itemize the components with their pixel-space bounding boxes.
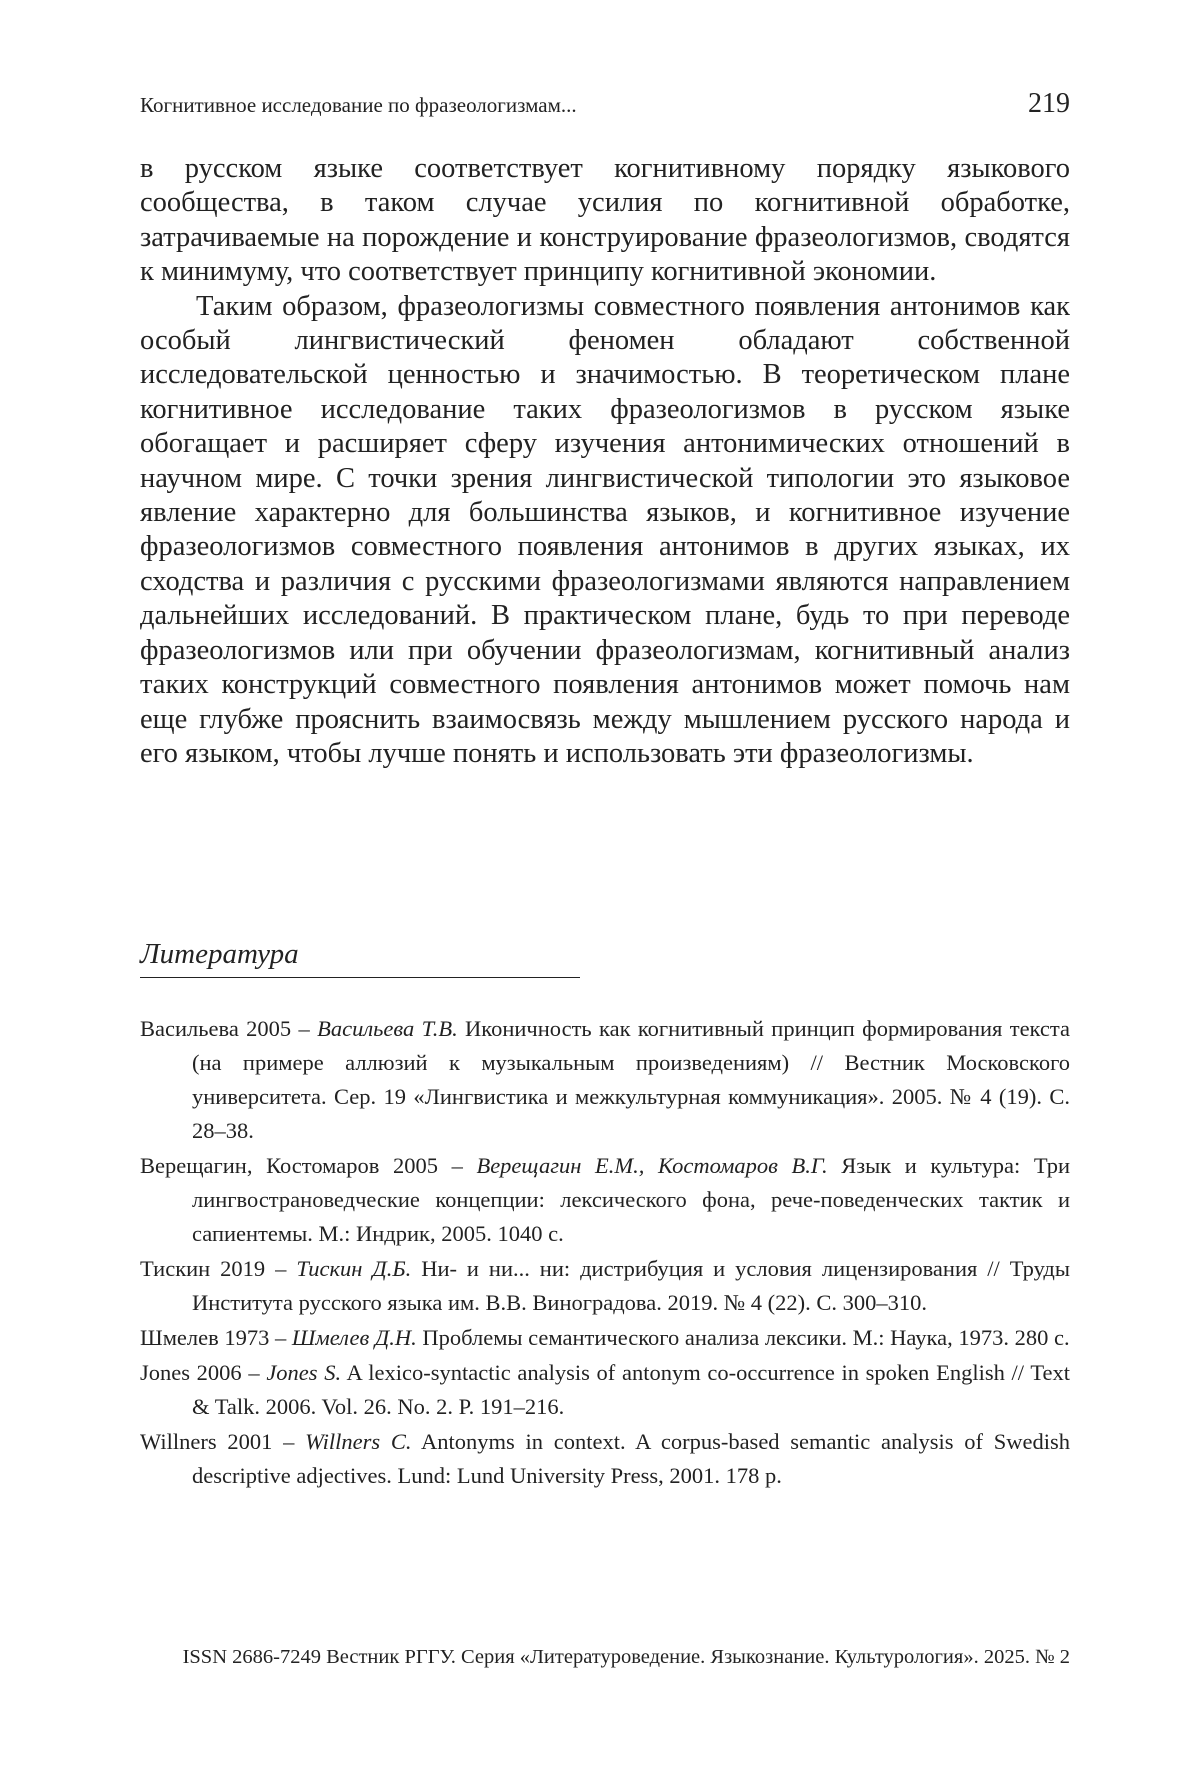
page-number: 219 bbox=[1028, 88, 1070, 119]
reference-text: Язык и культура: Три лингвострановедческие концепции: лексического фона, рече-поведенческих тактик и сапиентемы. М.: Индрик, 2005. 1040 с. bbox=[192, 1153, 1070, 1246]
reference-text: A lexico-syntactic analysis of antonym co-occurrence in spoken English // Text & Talk. 2006. Vol. 26. No. 2. P. 191–216. bbox=[192, 1360, 1070, 1419]
reference-key: Jones 2006 – bbox=[140, 1360, 267, 1385]
reference-item bbox=[140, 1012, 1070, 1148]
reference-text: Antonyms in context. A corpus-based semantic analysis of Swedish descriptive adjectives. Lund: Lund University Press, 2001. 178 p. bbox=[192, 1429, 1071, 1488]
page-footer: ISSN 2686-7249 Вестник РГГУ. Серия «Литературоведение. Языкознание. Культурология». 2025. № 2 bbox=[182, 1646, 1070, 1668]
reference-key: Willners 2001 – bbox=[140, 1429, 306, 1454]
reference-authors: Васильева Т.В. bbox=[317, 1016, 458, 1041]
reference-item bbox=[140, 1321, 1070, 1355]
reference-key: Тискин 2019 – bbox=[140, 1256, 297, 1281]
references-heading: Литература bbox=[140, 938, 580, 978]
reference-item bbox=[140, 1149, 1070, 1251]
reference-key: Верещагин, Костомаров 2005 – bbox=[140, 1153, 477, 1178]
reference-text: Ни- и ни... ни: дистрибуция и условия лицензирования // Труды Института русского языка им. В.В. Виноградова. 2019. № 4 (22). С. 300–310. bbox=[192, 1256, 1070, 1315]
reference-item bbox=[140, 1356, 1070, 1424]
reference-text: Проблемы семантического анализа лексики. М.: Наука, 1973. 280 с. bbox=[416, 1325, 1070, 1350]
reference-item bbox=[140, 1252, 1070, 1320]
paragraph-1: в русском языке соответствует когнитивному порядку языкового сообщества, в таком случае усилия по когнитивной обработке, затрачиваемые на порождение и конструирование фразеологизмов, сводятся к минимуму, что соответствует принципу когнитивной экономии. bbox=[140, 153, 1070, 288]
reference-authors: Верещагин Е.М., Костомаров В.Г. bbox=[476, 1153, 828, 1178]
reference-key: Шмелев 1973 – bbox=[140, 1325, 292, 1350]
reference-authors: Тискин Д.Б. bbox=[296, 1256, 412, 1281]
reference-text: Иконичность как когнитивный принцип формирования текста (на примере аллюзий к музыкальным произведениям) // Вестник Московского университета. Сер. 19 «Лингвистика и межкультурная коммуникация». 2005. № 4 (19). С. 28–38. bbox=[192, 1016, 1071, 1143]
references-list bbox=[140, 1012, 1070, 1494]
paragraph-2: Таким образом, фразеологизмы совместного появления антонимов как особый лингвистический феномен обладают собственной исследовательской ценностью и значимостью. В теоретическом плане когнитивное исследование таких фразеологизмов в русском языке обогащает и расширяет сферу изучения антонимических отношений в научном мире. С точки зрения лингвистической типологии это языковое явление характерно для большинства языков, и когнитивное изучение фразеологизмов совместного появления антонимов в других языках, их сходства и различия с русскими фразеологизмами являются направлением дальнейших исследований. В практическом плане, будь то при переводе фразеологизмов или при обучении фразеологизмам, когнитивный анализ таких конструкций совместного появления антонимов может помочь нам еще глубже прояснить взаимосвязь между мышлением русского народа и его языком, чтобы лучше понять и использовать эти фразеологизмы. bbox=[140, 290, 1070, 769]
reference-authors: Jones S. bbox=[266, 1360, 342, 1385]
running-title: Когнитивное исследование по фразеологизмам... bbox=[140, 93, 577, 117]
reference-authors: Willners C. bbox=[305, 1429, 412, 1454]
body-text bbox=[140, 152, 1070, 771]
reference-key: Васильева 2005 – bbox=[140, 1016, 318, 1041]
page-header bbox=[140, 88, 1070, 120]
reference-item bbox=[140, 1425, 1070, 1493]
reference-authors: Шмелев Д.Н. bbox=[291, 1325, 417, 1350]
